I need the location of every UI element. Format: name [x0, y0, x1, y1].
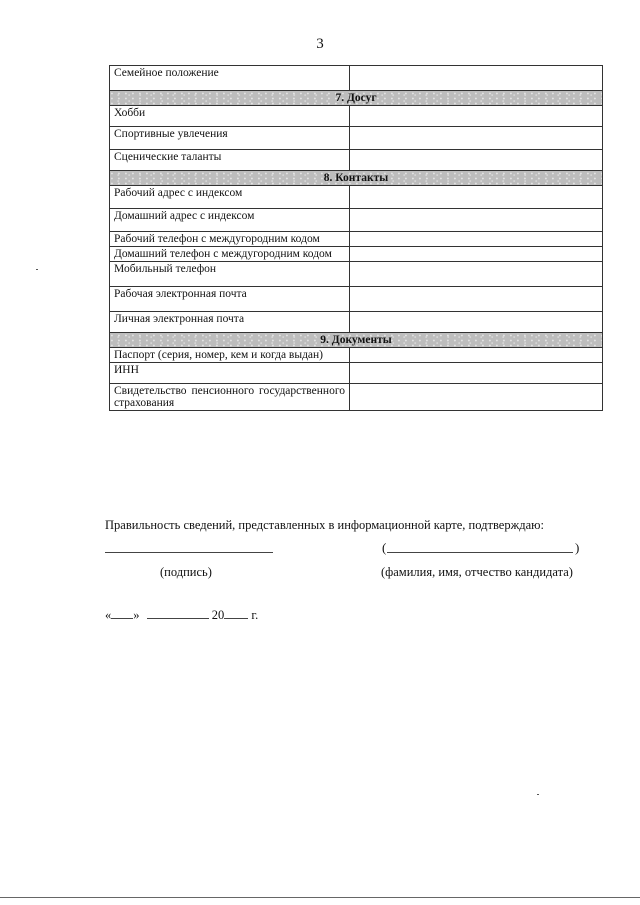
- table-row: [110, 384, 603, 411]
- table-row: [110, 186, 603, 209]
- date-open-quote: «: [105, 608, 112, 622]
- row-value-passport[interactable]: [350, 348, 603, 363]
- row-value-personal-email[interactable]: [350, 312, 603, 333]
- name-paren-open: (: [382, 540, 387, 555]
- row-value-stage-talents[interactable]: [350, 150, 603, 171]
- year-blank[interactable]: [224, 607, 248, 619]
- section-title-documents: 9. Документы: [110, 333, 603, 348]
- table-row: [110, 127, 603, 150]
- full-name-caption: (фамилия, имя, отчество кандидата): [381, 565, 573, 579]
- information-card-table: [109, 65, 603, 411]
- table-row: [110, 66, 603, 91]
- row-label-sports: Спортивные увлечения: [110, 127, 350, 150]
- confirmation-text: Правильность сведений, представленных в информационной карте, подтверждаю:: [105, 518, 544, 532]
- page-number: 3: [316, 36, 324, 52]
- table-row: [110, 247, 603, 262]
- table-row: [110, 106, 603, 127]
- row-label-work-phone: Рабочий телефон с междугородним кодом: [110, 232, 350, 247]
- row-value-hobby[interactable]: [350, 106, 603, 127]
- date-close-quote: »: [133, 608, 140, 622]
- name-paren-close: ): [575, 540, 580, 555]
- scan-speck: [36, 269, 38, 270]
- row-value-home-phone[interactable]: [350, 247, 603, 262]
- row-value-home-address[interactable]: [350, 209, 603, 232]
- row-label-marital-status: Семейное положение: [110, 66, 350, 91]
- table-row: [110, 262, 603, 287]
- row-label-inn: ИНН: [110, 363, 350, 384]
- section-title-contacts: 8. Контакты: [110, 171, 603, 186]
- row-value-mobile-phone[interactable]: [350, 262, 603, 287]
- year-prefix: 20: [211, 608, 225, 622]
- row-label-passport: Паспорт (серия, номер, кем и когда выдан): [110, 348, 350, 363]
- table-row: [110, 287, 603, 312]
- row-label-home-phone: Домашний телефон с междугородним кодом: [110, 247, 350, 262]
- table-row: [110, 232, 603, 247]
- row-label-personal-email: Личная электронная почта: [110, 312, 350, 333]
- row-label-work-email: Рабочая электронная почта: [110, 287, 350, 312]
- row-label-hobby: Хобби: [110, 106, 350, 127]
- row-value-marital-status[interactable]: [350, 66, 603, 91]
- row-value-work-phone[interactable]: [350, 232, 603, 247]
- signature-line[interactable]: [105, 552, 273, 553]
- row-value-inn[interactable]: [350, 363, 603, 384]
- date-line: [105, 607, 258, 623]
- section-header: [110, 171, 603, 186]
- table-row: [110, 209, 603, 232]
- row-label-stage-talents: Сценические таланты: [110, 150, 350, 171]
- row-label-mobile-phone: Мобильный телефон: [110, 262, 350, 287]
- page-bottom-edge: [0, 897, 640, 898]
- full-name-line[interactable]: [387, 552, 573, 553]
- section-header: [110, 333, 603, 348]
- row-value-pension-certificate[interactable]: [350, 384, 603, 411]
- scan-speck: [537, 794, 539, 795]
- row-value-sports[interactable]: [350, 127, 603, 150]
- row-value-work-email[interactable]: [350, 287, 603, 312]
- row-value-work-address[interactable]: [350, 186, 603, 209]
- table-row: [110, 363, 603, 384]
- table-row: [110, 312, 603, 333]
- day-blank[interactable]: [111, 607, 133, 619]
- row-label-work-address: Рабочий адрес с индексом: [110, 186, 350, 209]
- month-blank[interactable]: [147, 607, 209, 619]
- section-title-leisure: 7. Досуг: [110, 91, 603, 106]
- section-header: [110, 91, 603, 106]
- row-label-pension-certificate: Свидетельство пенсионного государственного страхования: [110, 384, 350, 411]
- table-row: [110, 150, 603, 171]
- year-suffix: г.: [251, 608, 259, 622]
- signature-caption: (подпись): [160, 565, 212, 579]
- table-row: [110, 348, 603, 363]
- row-label-home-address: Домашний адрес с индексом: [110, 209, 350, 232]
